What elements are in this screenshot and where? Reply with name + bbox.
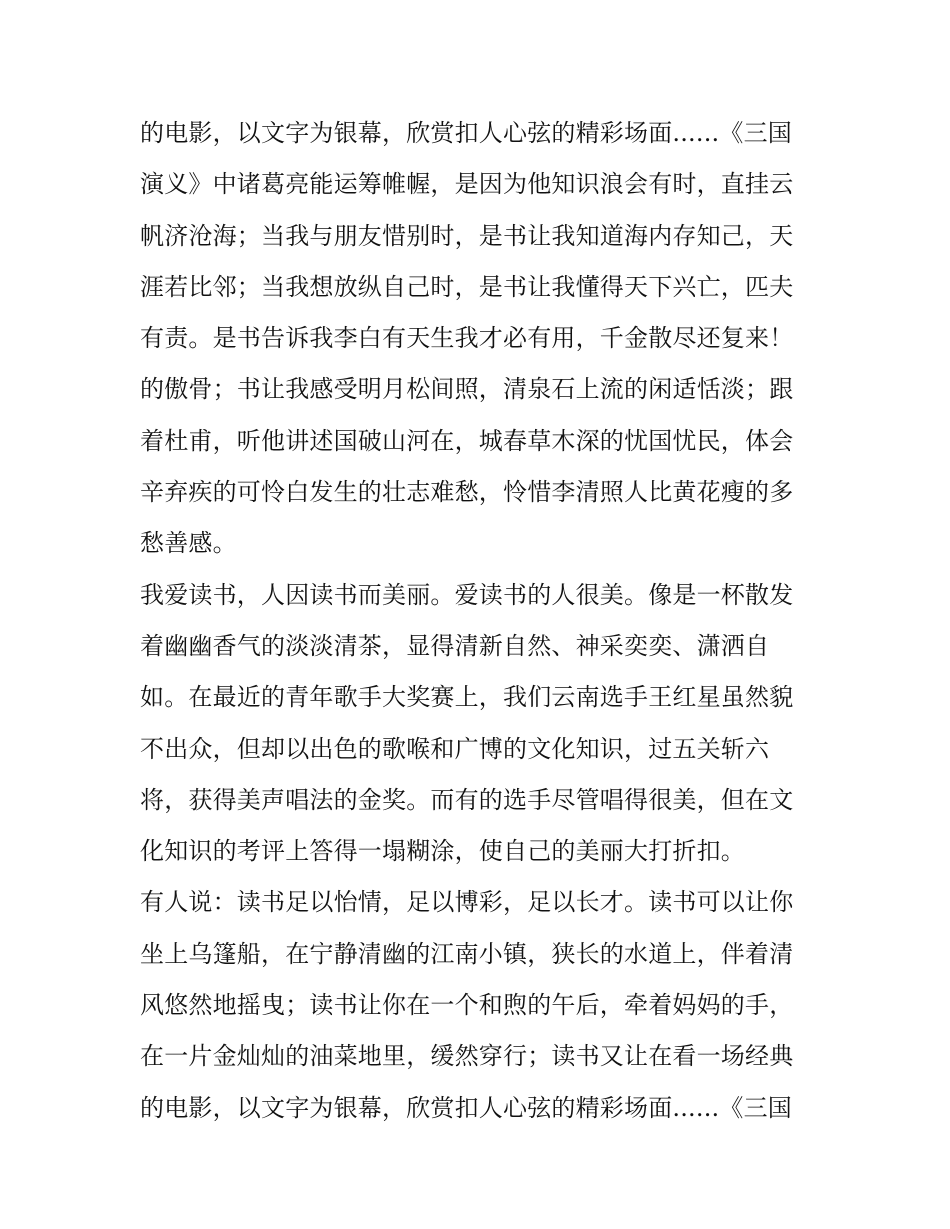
text-line: 着幽幽香气的淡淡清茶，显得清新自然、神采奕奕、潇洒自 [140,631,770,660]
text-line: 如。在最近的青年歌手大奖赛上，我们云南选手王红星虽然貌 [140,683,794,712]
text-line: 我爱读书，人因读书而美丽。爱读书的人很美。像是一杯散发 [140,580,794,609]
text-line: 帆济沧海；当我与朋友惜别时，是书让我知道海内存知己，天 [140,221,794,250]
text-line: 不出众，但却以出色的歌喉和广博的文化知识，过五关斩六 [140,734,770,763]
text-line: 在一片金灿灿的油菜地里，缓然穿行；读书又让在看一场经典 [140,1042,794,1071]
text-line: 涯若比邻；当我想放纵自己时，是书让我懂得天下兴亡，匹夫 [140,272,794,301]
text-line: 有责。是书告诉我李白有天生我才必有用，千金散尽还复来！ [140,324,794,353]
text-line: 化知识的考评上答得一塌糊涂，使自己的美丽大打折扣。 [140,837,745,866]
text-line: 坐上乌篷船，在宁静清幽的江南小镇，狭长的水道上，伴着清 [140,939,794,968]
text-line: 有人说：读书足以怡情，足以博彩，足以长才。读书可以让你 [140,888,794,917]
text-line: 的电影，以文字为银幕，欣赏扣人心弦的精彩场面......《三国 [140,1093,792,1122]
text-line: 风悠然地摇曳；读书让你在一个和煦的午后，牵着妈妈的手， [140,991,794,1020]
text-line: 的电影，以文字为银幕，欣赏扣人心弦的精彩场面......《三国 [140,119,792,147]
text-line: 的傲骨；书让我感受明月松间照，清泉石上流的闲适恬淡；跟 [140,375,794,404]
text-line: 愁善感。 [140,529,237,558]
text-line: 将，获得美声唱法的金奖。而有的选手尽管唱得很美，但在文 [140,785,794,814]
text-line: 辛弃疾的可怜白发生的壮志难愁，怜惜李清照人比黄花瘦的多 [140,478,794,507]
text-line: 着杜甫，听他讲述国破山河在，城春草木深的忧国忧民，体会 [140,426,794,455]
text-line: 演义》中诸葛亮能运筹帷幄，是因为他知识浪会有时，直挂云 [140,170,794,199]
body-text [140,108,820,1134]
